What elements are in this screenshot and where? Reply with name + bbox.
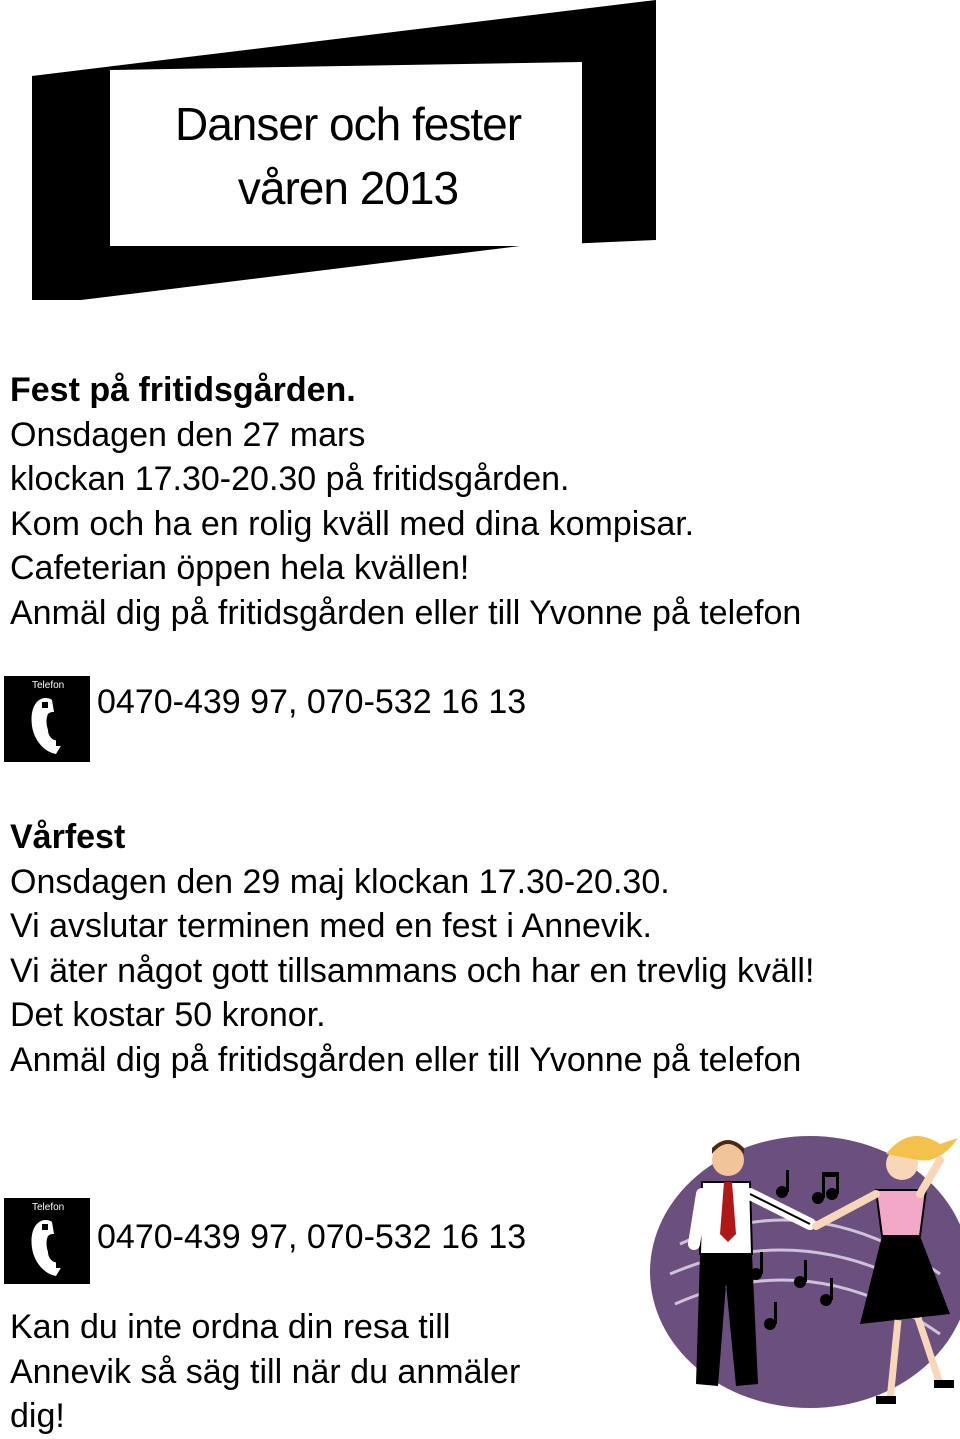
event-1-signup: Anmäl dig på fritidsgården eller till Yvonne på telefon (10, 593, 802, 632)
dancing-couple-illustration (640, 1124, 960, 1424)
telephone-handset-icon (4, 1198, 90, 1284)
event-2-phone-numbers: 0470-439 97, 070-532 16 13 (97, 1218, 527, 1256)
event-2-place: Vi avslutar terminen med en fest i Annevik. (10, 907, 652, 946)
phone-icon-label: Telefon (32, 680, 65, 691)
telephone-handset-icon (4, 676, 90, 762)
title-line-2: våren 2013 (237, 162, 459, 214)
event-1-time: klockan 17.30-20.30 på fritidsgården. (10, 460, 570, 499)
event-2-price: Det kostar 50 kronor. (10, 996, 326, 1035)
event-2-date: Onsdagen den 29 maj klockan 17.30-20.30. (10, 862, 670, 901)
travel-note-line-2: Annevik så säg till när du anmäler (10, 1352, 521, 1391)
travel-note (10, 1305, 520, 1439)
event-2-signup: Anmäl dig på fritidsgården eller till Yvonne på telefon (10, 1040, 802, 1079)
event-1-cafe: Cafeterian öppen hela kvällen! (10, 549, 470, 588)
page-title (118, 92, 578, 220)
event-2-heading: Vårfest (10, 818, 126, 856)
travel-note-line-1: Kan du inte ordna din resa till (10, 1308, 451, 1346)
event-2-food: Vi äter något gott tillsammans och har en trevlig kväll! (10, 951, 815, 990)
event-1-invite: Kom och ha en rolig kväll med dina kompisar. (10, 504, 695, 543)
event-1-heading: Fest på fritidsgården. (10, 371, 356, 409)
phone-icon-label: Telefon (32, 1202, 65, 1213)
title-line-1: Danser och fester (174, 98, 522, 150)
event-2 (10, 815, 814, 1083)
travel-note-line-3: dig! (10, 1397, 65, 1436)
event-1-date: Onsdagen den 27 mars (10, 415, 366, 454)
event-1-phone-numbers: 0470-439 97, 070-532 16 13 (97, 683, 527, 721)
event-1 (10, 368, 801, 636)
